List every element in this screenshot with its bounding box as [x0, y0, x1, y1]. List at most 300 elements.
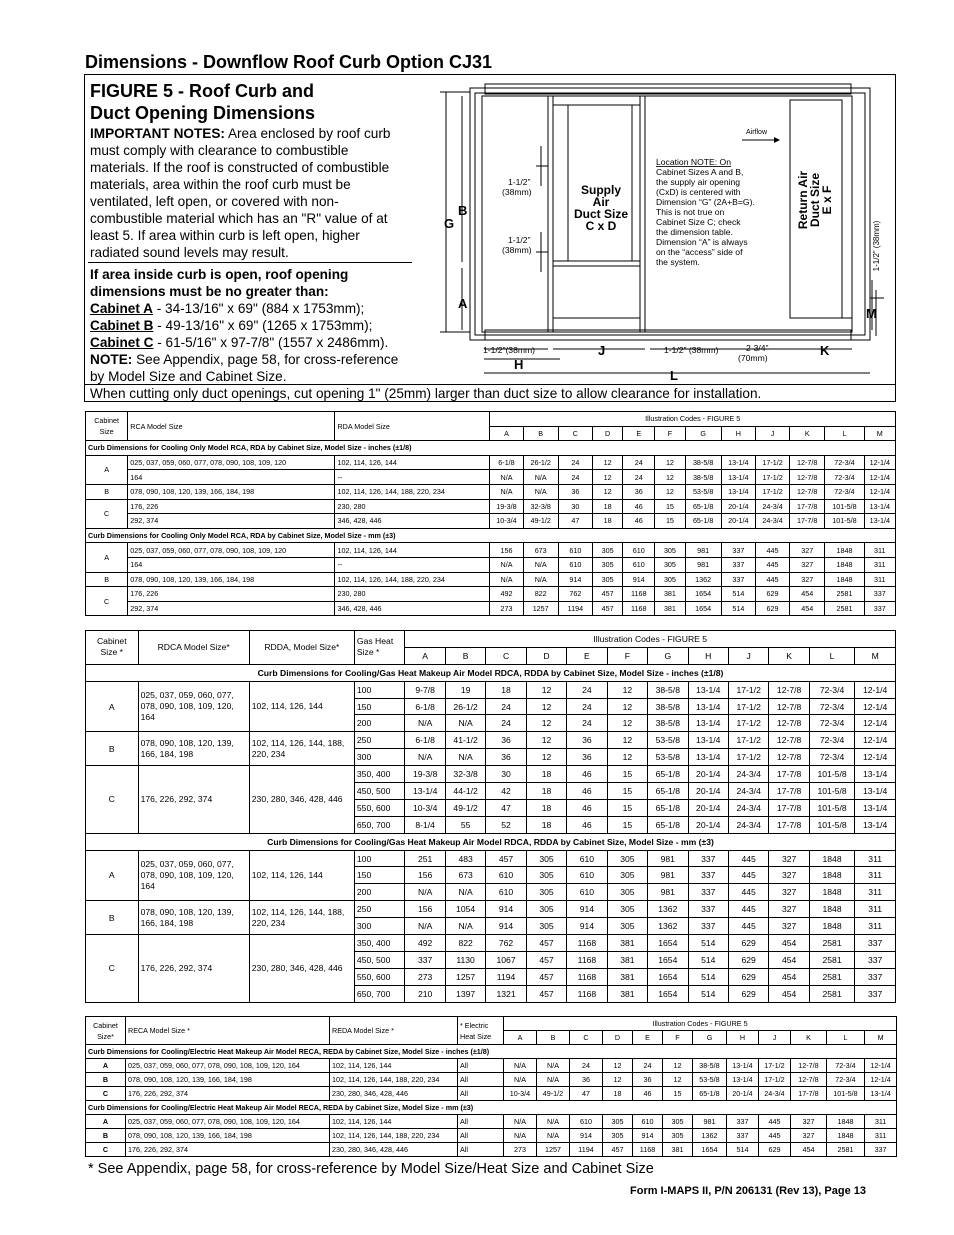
- heat-size-cell: All: [458, 1059, 504, 1073]
- value-cell: 24: [558, 455, 592, 470]
- header-code: M: [865, 1031, 897, 1045]
- gas-size-cell: 550, 600: [354, 968, 405, 985]
- section-row: [86, 664, 896, 681]
- value-cell: 18: [593, 514, 623, 529]
- value-cell: 15: [607, 816, 647, 833]
- table-row: [86, 1129, 897, 1143]
- dim-bottom-left: 1-1/2”(38mm): [483, 345, 536, 355]
- value-cell: 327: [790, 557, 825, 572]
- value-cell: 53-5/8: [648, 749, 688, 766]
- value-cell: 20-1/4: [688, 816, 728, 833]
- model-cell: --: [335, 557, 490, 572]
- header-model1: RCA Model Size: [128, 412, 335, 441]
- value-cell: 13-1/4: [688, 749, 728, 766]
- value-cell: 12-1/4: [855, 698, 896, 715]
- value-cell: 914: [486, 901, 526, 918]
- value-cell: N/A: [504, 1115, 537, 1129]
- value-cell: 38-5/8: [648, 698, 688, 715]
- value-cell: 24: [623, 470, 655, 485]
- value-cell: 13-1/4: [727, 1073, 759, 1087]
- value-cell: 24: [633, 1059, 663, 1073]
- value-cell: 445: [755, 572, 789, 587]
- table-row: [86, 766, 896, 783]
- value-cell: 13-1/4: [865, 1087, 897, 1101]
- value-cell: 822: [445, 935, 485, 952]
- value-cell: 311: [865, 1129, 897, 1143]
- header-gas: Gas Heat Size *: [354, 631, 405, 665]
- value-cell: N/A: [537, 1059, 570, 1073]
- cabinet-cell: B: [86, 732, 139, 766]
- value-cell: 20-1/4: [727, 1087, 759, 1101]
- value-cell: 13-1/4: [727, 1059, 759, 1073]
- value-cell: 762: [558, 587, 592, 602]
- model-cell: 102, 114, 126, 144: [335, 455, 490, 470]
- value-cell: N/A: [445, 749, 485, 766]
- value-cell: 156: [490, 543, 523, 558]
- section-row: [86, 1045, 897, 1059]
- value-cell: 629: [728, 935, 768, 952]
- value-cell: 305: [603, 1115, 633, 1129]
- model-cell: 230, 280, 346, 428, 446: [249, 766, 354, 834]
- value-cell: 15: [655, 514, 685, 529]
- value-cell: 46: [633, 1087, 663, 1101]
- value-cell: 1848: [809, 884, 854, 901]
- value-cell: 24: [623, 455, 655, 470]
- header-cabinet: Cabinet Size *: [86, 631, 139, 665]
- section-title: Curb Dimensions for Cooling/Gas Heat Makeup Air Model RDCA, RDDA by Cabinet Size, Model Size - mm (±3): [86, 833, 896, 850]
- notes-label: IMPORTANT NOTES:: [90, 126, 225, 141]
- value-cell: 19-3/8: [405, 766, 445, 783]
- header-code: H: [727, 1031, 759, 1045]
- value-cell: 981: [648, 850, 688, 867]
- value-cell: 337: [855, 935, 896, 952]
- value-cell: 12-1/4: [855, 749, 896, 766]
- value-cell: 629: [728, 968, 768, 985]
- label-m: M: [866, 306, 877, 321]
- value-cell: 13-1/4: [688, 681, 728, 698]
- value-cell: 629: [755, 587, 789, 602]
- value-cell: 1654: [685, 601, 721, 616]
- value-cell: 610: [567, 850, 607, 867]
- value-cell: 19-3/8: [490, 499, 523, 514]
- model-cell: 346, 428, 446: [335, 601, 490, 616]
- value-cell: 1067: [486, 951, 526, 968]
- table-row: [86, 484, 896, 499]
- value-cell: 20-1/4: [721, 514, 755, 529]
- model-cell: 025, 037, 059, 060, 077, 078, 090, 108, 109, 120, 164: [126, 1115, 330, 1129]
- value-cell: 1194: [486, 968, 526, 985]
- note-text: See Appendix, page 58, for cross-reference by Model Size and Cabinet Size.: [90, 352, 399, 384]
- gas-size-cell: 200: [354, 884, 405, 901]
- model-cell: 025, 037, 059, 060, 077, 078, 090, 108, 109, 120, 164: [126, 1059, 330, 1073]
- value-cell: N/A: [490, 470, 523, 485]
- value-cell: 305: [526, 850, 566, 867]
- header-electric: * Electric Heat Size: [458, 1017, 504, 1045]
- table-header-row: [86, 631, 896, 648]
- header-code: G: [693, 1031, 727, 1045]
- value-cell: 101-5/8: [809, 766, 854, 783]
- model-cell: 346, 428, 446: [335, 514, 490, 529]
- value-cell: 49-1/2: [523, 514, 558, 529]
- value-cell: 273: [504, 1143, 537, 1157]
- value-cell: 381: [607, 935, 647, 952]
- header-code: E: [623, 426, 655, 441]
- value-cell: 12: [663, 1059, 693, 1073]
- value-cell: 305: [663, 1115, 693, 1129]
- figure-title: [90, 80, 410, 124]
- svg-text:the dimension table.: the dimension table.: [656, 227, 733, 237]
- return-label-1: Return Air: [796, 170, 810, 230]
- model-cell: 102, 114, 126, 144: [249, 681, 354, 732]
- value-cell: 445: [755, 557, 789, 572]
- header-cabinet: Cabinet Size: [86, 412, 128, 441]
- table-row: [86, 514, 896, 529]
- table-row: [86, 543, 896, 558]
- value-cell: 17-1/2: [728, 681, 768, 698]
- value-cell: 337: [405, 951, 445, 968]
- value-cell: 32-3/8: [523, 499, 558, 514]
- label-j: J: [598, 343, 606, 358]
- value-cell: 10-3/4: [490, 514, 523, 529]
- cabinet-cell: A: [86, 681, 139, 732]
- value-cell: 914: [486, 918, 526, 935]
- cabinet-cell: C: [86, 1087, 126, 1101]
- value-cell: 381: [655, 601, 685, 616]
- value-cell: 17-7/8: [790, 514, 825, 529]
- value-cell: 12: [663, 1073, 693, 1087]
- value-cell: 327: [769, 901, 809, 918]
- value-cell: 13-1/4: [855, 783, 896, 800]
- value-cell: 36: [567, 749, 607, 766]
- value-cell: 101-5/8: [825, 514, 864, 529]
- header-code: G: [648, 647, 688, 664]
- value-cell: 454: [790, 601, 825, 616]
- value-cell: 337: [864, 587, 895, 602]
- gas-size-cell: 150: [354, 698, 405, 715]
- value-cell: 24: [567, 715, 607, 732]
- value-cell: 381: [663, 1143, 693, 1157]
- value-cell: 101-5/8: [809, 816, 854, 833]
- value-cell: N/A: [504, 1059, 537, 1073]
- value-cell: 1362: [648, 901, 688, 918]
- value-cell: 1848: [809, 918, 854, 935]
- header-code: F: [607, 647, 647, 664]
- value-cell: 72-3/4: [809, 715, 854, 732]
- value-cell: 52: [486, 816, 526, 833]
- model-cell: 025, 037, 059, 060, 077, 078, 090, 108, 109, 120: [128, 543, 335, 558]
- value-cell: 47: [570, 1087, 603, 1101]
- value-cell: 1194: [558, 601, 592, 616]
- value-cell: 629: [755, 601, 789, 616]
- value-cell: N/A: [523, 470, 558, 485]
- value-cell: 65-1/8: [648, 816, 688, 833]
- important-notes: [90, 125, 408, 261]
- value-cell: 19: [445, 681, 485, 698]
- value-cell: 914: [633, 1129, 663, 1143]
- value-cell: 101-5/8: [827, 1087, 865, 1101]
- value-cell: 72-3/4: [827, 1059, 865, 1073]
- svg-text:Cabinet Sizes A and B,: Cabinet Sizes A and B,: [656, 167, 744, 177]
- value-cell: 914: [567, 901, 607, 918]
- value-cell: 24: [558, 470, 592, 485]
- value-cell: 337: [865, 1143, 897, 1157]
- value-cell: 454: [790, 587, 825, 602]
- value-cell: 1168: [567, 951, 607, 968]
- model-cell: 078, 090, 108, 120, 139, 166, 184, 198: [126, 1129, 330, 1143]
- cabinet-cell: B: [86, 572, 128, 587]
- table-cooling-only: [85, 411, 896, 616]
- value-cell: 10-3/4: [504, 1087, 537, 1101]
- value-cell: 305: [607, 867, 647, 884]
- header-code: L: [809, 647, 854, 664]
- value-cell: 13-1/4: [864, 514, 895, 529]
- value-cell: 26-1/2: [445, 698, 485, 715]
- value-cell: 101-5/8: [809, 799, 854, 816]
- value-cell: 36: [558, 484, 592, 499]
- gas-size-cell: 100: [354, 681, 405, 698]
- value-cell: 72-3/4: [825, 484, 864, 499]
- value-cell: 36: [486, 732, 526, 749]
- gas-size-cell: 650, 700: [354, 816, 405, 833]
- value-cell: 32-3/8: [445, 766, 485, 783]
- value-cell: 610: [570, 1115, 603, 1129]
- cabinet-b-line: [90, 317, 412, 334]
- value-cell: 457: [526, 968, 566, 985]
- value-cell: 8-1/4: [405, 816, 445, 833]
- value-cell: 445: [728, 918, 768, 935]
- location-note: [656, 157, 755, 267]
- value-cell: N/A: [537, 1129, 570, 1143]
- value-cell: 1848: [809, 850, 854, 867]
- value-cell: 337: [855, 985, 896, 1002]
- value-cell: 327: [769, 884, 809, 901]
- header-model1: RDCA Model Size*: [138, 631, 249, 665]
- cabinet-cell: C: [86, 587, 128, 616]
- model-cell: 102, 114, 126, 144: [330, 1059, 458, 1073]
- value-cell: N/A: [523, 572, 558, 587]
- value-cell: 49-1/2: [445, 799, 485, 816]
- value-cell: N/A: [490, 572, 523, 587]
- value-cell: 13-1/4: [688, 715, 728, 732]
- value-cell: 2581: [809, 968, 854, 985]
- model-cell: 102, 114, 126, 144, 188, 220, 234: [335, 572, 490, 587]
- value-cell: 514: [688, 985, 728, 1002]
- value-cell: 72-3/4: [827, 1073, 865, 1087]
- curb-heading: If area inside curb is open, roof opening dimensions must be no greater than:: [90, 267, 349, 299]
- value-cell: 381: [607, 951, 647, 968]
- dim-left-top-1: 1-1/2”: [508, 177, 531, 187]
- model-cell: 102, 114, 126, 144, 188, 220, 234: [330, 1129, 458, 1143]
- value-cell: 327: [769, 867, 809, 884]
- model-cell: 078, 090, 108, 120, 139, 166, 184, 198: [126, 1073, 330, 1087]
- table-row: [86, 455, 896, 470]
- svg-text:the supply air opening: the supply air opening: [656, 177, 741, 187]
- value-cell: 12-7/8: [791, 1059, 827, 1073]
- value-cell: 20-1/4: [721, 499, 755, 514]
- value-cell: 337: [721, 543, 755, 558]
- value-cell: 337: [688, 884, 728, 901]
- value-cell: 1168: [633, 1143, 663, 1157]
- value-cell: 457: [593, 601, 623, 616]
- header-illustration: Illustration Codes - FIGURE 5: [405, 631, 896, 648]
- roof-curb-diagram: [418, 80, 892, 382]
- table-row: [86, 470, 896, 485]
- model-cell: 230, 280, 346, 428, 446: [330, 1087, 458, 1101]
- value-cell: 1168: [567, 935, 607, 952]
- supply-label-1: Supply: [580, 183, 622, 197]
- model-cell: 078, 090, 108, 120, 139, 166, 184, 198: [138, 901, 249, 935]
- value-cell: 457: [603, 1143, 633, 1157]
- value-cell: 15: [663, 1087, 693, 1101]
- value-cell: 762: [486, 935, 526, 952]
- value-cell: 24-3/4: [755, 499, 789, 514]
- value-cell: 2581: [809, 935, 854, 952]
- header-code: K: [790, 426, 825, 441]
- value-cell: 13-1/4: [721, 484, 755, 499]
- value-cell: 1654: [648, 935, 688, 952]
- label-h: H: [514, 357, 524, 372]
- page-title: Dimensions - Downflow Roof Curb Option CJ31: [85, 52, 492, 72]
- value-cell: 311: [855, 867, 896, 884]
- table-row: [86, 732, 896, 749]
- curb-dimensions-info: [90, 266, 412, 385]
- table-row: [86, 850, 896, 867]
- model-cell: 164: [128, 470, 335, 485]
- value-cell: 24: [567, 681, 607, 698]
- gas-size-cell: 350, 400: [354, 935, 405, 952]
- value-cell: 610: [633, 1115, 663, 1129]
- value-cell: 12: [526, 681, 566, 698]
- value-cell: 24: [486, 698, 526, 715]
- value-cell: 629: [728, 985, 768, 1002]
- header-code: K: [791, 1031, 827, 1045]
- value-cell: 1397: [445, 985, 485, 1002]
- table-row: [86, 1059, 897, 1073]
- value-cell: 610: [567, 884, 607, 901]
- value-cell: 914: [623, 572, 655, 587]
- section-row: [86, 528, 896, 543]
- value-cell: 15: [607, 799, 647, 816]
- label-l: L: [670, 368, 678, 382]
- svg-text:on the “access” side of: on the “access” side of: [656, 247, 743, 257]
- supply-label-2: Air: [592, 195, 610, 209]
- value-cell: 18: [526, 816, 566, 833]
- value-cell: 53-5/8: [648, 732, 688, 749]
- value-cell: 337: [688, 918, 728, 935]
- model-cell: 176, 226, 292, 374: [126, 1087, 330, 1101]
- cabinet-cell: A: [86, 1059, 126, 1073]
- svg-text:Dimension “G” (2A+B=G).: Dimension “G” (2A+B=G).: [656, 197, 755, 207]
- value-cell: 610: [623, 557, 655, 572]
- value-cell: 1362: [693, 1129, 727, 1143]
- value-cell: 1168: [623, 601, 655, 616]
- value-cell: 454: [769, 985, 809, 1002]
- label-b: B: [458, 203, 468, 218]
- value-cell: 12: [603, 1073, 633, 1087]
- value-cell: 12-1/4: [865, 1073, 897, 1087]
- value-cell: 17-1/2: [759, 1059, 791, 1073]
- header-model2: RDA Model Size: [335, 412, 490, 441]
- value-cell: 38-5/8: [648, 681, 688, 698]
- model-cell: 102, 114, 126, 144: [330, 1115, 458, 1129]
- value-cell: 1848: [825, 557, 864, 572]
- cabinet-a-line: [90, 300, 412, 317]
- value-cell: 305: [526, 918, 566, 935]
- value-cell: 327: [790, 543, 825, 558]
- header-model2: REDA Model Size *: [330, 1017, 458, 1045]
- value-cell: 12-7/8: [769, 749, 809, 766]
- table-row: [86, 572, 896, 587]
- value-cell: 305: [655, 557, 685, 572]
- value-cell: 981: [685, 543, 721, 558]
- value-cell: 981: [693, 1115, 727, 1129]
- value-cell: 337: [864, 601, 895, 616]
- value-cell: 273: [405, 968, 445, 985]
- value-cell: 1130: [445, 951, 485, 968]
- model-cell: 025, 037, 059, 060, 077, 078, 090, 108, 109, 120, 164: [138, 681, 249, 732]
- value-cell: 311: [855, 884, 896, 901]
- value-cell: 1168: [567, 968, 607, 985]
- value-cell: 17-7/8: [790, 499, 825, 514]
- value-cell: 47: [486, 799, 526, 816]
- value-cell: N/A: [504, 1073, 537, 1087]
- header-code: D: [526, 647, 566, 664]
- value-cell: 1654: [693, 1143, 727, 1157]
- value-cell: 337: [688, 867, 728, 884]
- value-cell: 1168: [623, 587, 655, 602]
- value-cell: 305: [526, 884, 566, 901]
- cabinet-b-name: Cabinet B: [90, 318, 154, 333]
- value-cell: 305: [655, 543, 685, 558]
- value-cell: 454: [769, 968, 809, 985]
- heat-size-cell: All: [458, 1129, 504, 1143]
- value-cell: 13-1/4: [855, 816, 896, 833]
- value-cell: 17-1/2: [755, 470, 789, 485]
- heat-size-cell: All: [458, 1143, 504, 1157]
- value-cell: 18: [603, 1087, 633, 1101]
- header-code: H: [688, 647, 728, 664]
- value-cell: 610: [558, 557, 592, 572]
- table-row: [86, 1115, 897, 1129]
- value-cell: 12-7/8: [790, 455, 825, 470]
- value-cell: 337: [855, 951, 896, 968]
- header-code: G: [685, 426, 721, 441]
- value-cell: 12: [526, 715, 566, 732]
- value-cell: 18: [526, 799, 566, 816]
- dim-left-bot-1: 1-1/2”: [508, 235, 531, 245]
- value-cell: 1654: [648, 968, 688, 985]
- notes-text: Area enclosed by roof curb must comply with clearance to combustible materials. If the roof is constructed of combustible materials, area within the roof curb must be ventilated, left open, or covered with non-combustible material which has an "R" value of at least 5. If area within curb is left open, higher radiated sound levels may result.: [90, 126, 391, 260]
- value-cell: 46: [567, 799, 607, 816]
- model-cell: 176, 226: [128, 499, 335, 514]
- value-cell: 514: [688, 935, 728, 952]
- figure-title-line1: FIGURE 5 - Roof Curb and: [90, 81, 314, 101]
- model-cell: 230, 280: [335, 499, 490, 514]
- cabinet-cell: C: [86, 766, 139, 834]
- value-cell: 38-5/8: [693, 1059, 727, 1073]
- value-cell: 305: [593, 572, 623, 587]
- value-cell: 1848: [809, 867, 854, 884]
- label-a: A: [458, 296, 468, 311]
- value-cell: 9-7/8: [405, 681, 445, 698]
- value-cell: 36: [486, 749, 526, 766]
- value-cell: 305: [526, 867, 566, 884]
- value-cell: 6-1/8: [405, 732, 445, 749]
- value-cell: 17-1/2: [728, 732, 768, 749]
- value-cell: 17-1/2: [728, 715, 768, 732]
- model-cell: 176, 226: [128, 587, 335, 602]
- cabinet-c-dims: - 61-5/16" x 97-7/8" (1557 x 2486mm).: [153, 335, 389, 350]
